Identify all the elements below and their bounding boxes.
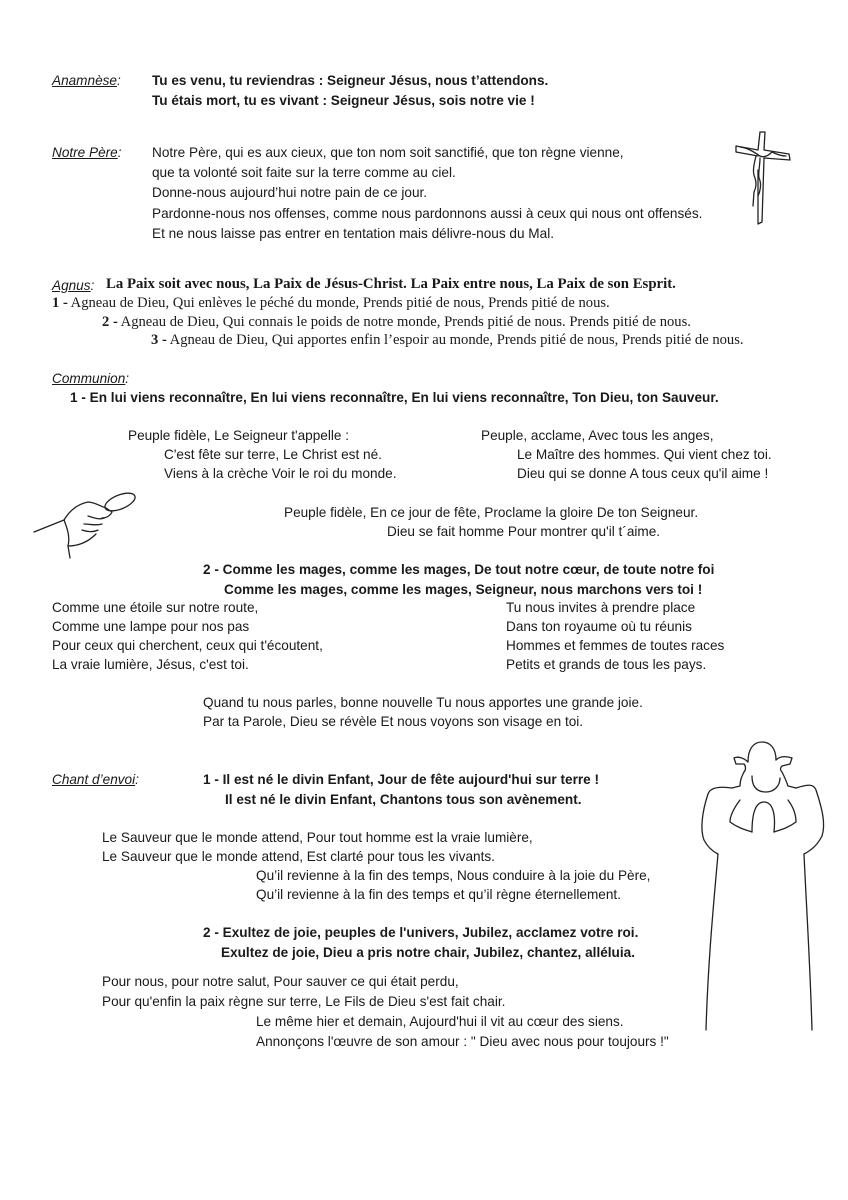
stanza-line: Petits et grands de tous les pays. (506, 657, 707, 672)
stanza-line: Pour ceux qui cherchent, ceux qui t'écoutent, (52, 638, 323, 653)
stanza-line: Peuple fidèle, En ce jour de fête, Proclame la gloire De ton Seigneur. (284, 505, 699, 520)
section-label-notre-pere (52, 143, 122, 162)
communion-refrain: 2 - Comme les mages, comme les mages, De tout notre cœur, de toute notre foi (203, 562, 715, 577)
stanza-line: Quand tu nous parles, bonne nouvelle Tu nous apportes une grande joie. (203, 695, 643, 710)
label-colon: : (117, 145, 122, 160)
envoi-refrain: 1 - Il est né le divin Enfant, Jour de fête aujourd'hui sur terre ! (203, 772, 600, 787)
stanza-line: Dans ton royaume où tu réunis (506, 619, 692, 634)
verse-number: 1 - (52, 295, 68, 311)
communion-refrain: 1 - En lui viens reconnaître, En lui viens reconnaître, En lui viens reconnaître, Ton Dieu, ton Sauveur. (70, 390, 719, 405)
stanza-line: Hommes et femmes de toutes races (506, 638, 725, 653)
label-text: Notre Père (52, 145, 118, 160)
envoi-refrain: 2 - Exultez de joie, peuples de l'univers, Jubilez, acclamez votre roi. (203, 925, 639, 940)
verse-text: Agneau de Dieu, Qui apportes enfin l’espoir au monde, Prends pitié de nous, Prends pitié de nous. (166, 332, 744, 348)
section-label-agnus (52, 276, 94, 295)
notre-pere-line: que ta volonté soit faite sur la terre comme au ciel. (152, 165, 456, 180)
section-label-chant-envoi (52, 770, 139, 789)
stanza-line: Qu’il revienne à la fin des temps et qu’il règne éternellement. (256, 887, 621, 902)
stanza-line: Le Sauveur que le monde attend, Est clarté pour tous les vivants. (102, 849, 495, 864)
agnus-verse (102, 313, 691, 332)
hand-holding-host-icon (32, 490, 137, 558)
label-text: Anamnèse (52, 73, 117, 88)
stanza-line: Pour nous, pour notre salut, Pour sauver ce qui était perdu, (102, 974, 459, 989)
label-text: Agnus (52, 278, 91, 293)
stanza-line: Tu nous invites à prendre place (506, 600, 696, 615)
stanza-line: Le même hier et demain, Aujourd'hui il vit au cœur des siens. (256, 1014, 624, 1029)
envoi-refrain: Il est né le divin Enfant, Chantons tous son avènement. (225, 792, 582, 807)
anamnese-line: Tu es venu, tu reviendras : Seigneur Jésus, nous t’attendons. (152, 73, 549, 88)
anamnese-line: Tu étais mort, tu es vivant : Seigneur Jésus, sois notre vie ! (152, 93, 535, 108)
stanza-line: Le Maître des hommes. Qui vient chez toi. (517, 447, 772, 462)
label-colon: : (135, 772, 139, 787)
section-label-anamnese (52, 71, 121, 90)
agnus-verse (151, 331, 744, 350)
priest-raising-child-icon (690, 740, 840, 1030)
verse-text: Agneau de Dieu, Qui connais le poids de notre monde, Prends pitié de nous. Prends pitié de nous. (117, 314, 691, 330)
stanza-line: Dieu se fait homme Pour montrer qu'il t´aime. (387, 524, 661, 539)
notre-pere-line: Pardonne-nous nos offenses, comme nous pardonnons aussi à ceux qui nous ont offensés. (152, 206, 703, 221)
stanza-line: Annonçons l'œuvre de son amour : " Dieu avec nous pour toujours !" (256, 1034, 669, 1049)
notre-pere-line: Et ne nous laisse pas entrer en tentation mais délivre-nous du Mal. (152, 226, 554, 241)
agnus-verse (52, 294, 610, 313)
section-label-communion (52, 369, 129, 388)
stanza-line: La vraie lumière, Jésus, c'est toi. (52, 657, 249, 672)
label-colon: : (117, 73, 121, 88)
stanza-line: Qu’il revienne à la fin des temps, Nous conduire à la joie du Père, (256, 868, 651, 883)
verse-text: Agneau de Dieu, Qui enlèves le péché du monde, Prends pitié de nous, Prends pitié de nous. (67, 295, 610, 311)
verse-number: 3 - (151, 332, 167, 348)
stanza-line: Comme une lampe pour nos pas (52, 619, 250, 634)
label-text: Chant d’envoi (52, 772, 136, 787)
notre-pere-line: Notre Père, qui es aux cieux, que ton nom soit sanctifié, que ton règne vienne, (152, 145, 624, 160)
envoi-refrain: Exultez de joie, Dieu a pris notre chair, Jubilez, chantez, alléluia. (221, 945, 635, 960)
notre-pere-line: Donne-nous aujourd’hui notre pain de ce jour. (152, 185, 428, 200)
communion-refrain: Comme les mages, comme les mages, Seigneur, nous marchons vers toi ! (224, 582, 703, 597)
stanza-line: Le Sauveur que le monde attend, Pour tout homme est la vraie lumière, (102, 830, 533, 845)
stanza-line: C'est fête sur terre, Le Christ est né. (164, 447, 382, 462)
label-text: Communion (52, 371, 126, 386)
label-colon: : (90, 278, 95, 293)
crucifix-icon (734, 130, 794, 230)
stanza-line: Pour qu'enfin la paix règne sur terre, Le Fils de Dieu s'est fait chair. (102, 994, 506, 1009)
stanza-line: Par ta Parole, Dieu se révèle Et nous voyons son visage en toi. (203, 714, 584, 729)
stanza-line: Comme une étoile sur notre route, (52, 600, 259, 615)
label-colon: : (125, 371, 130, 386)
verse-number: 2 - (102, 314, 118, 330)
stanza-line: Peuple fidèle, Le Seigneur t'appelle : (128, 428, 350, 443)
agnus-refrain: La Paix soit avec nous, La Paix de Jésus-Christ. La Paix entre nous, La Paix de son Esprit. (106, 276, 676, 292)
stanza-line: Viens à la crèche Voir le roi du monde. (164, 466, 397, 481)
stanza-line: Peuple, acclame, Avec tous les anges, (481, 428, 714, 443)
stanza-line: Dieu qui se donne A tous ceux qu'il aime ! (517, 466, 769, 481)
